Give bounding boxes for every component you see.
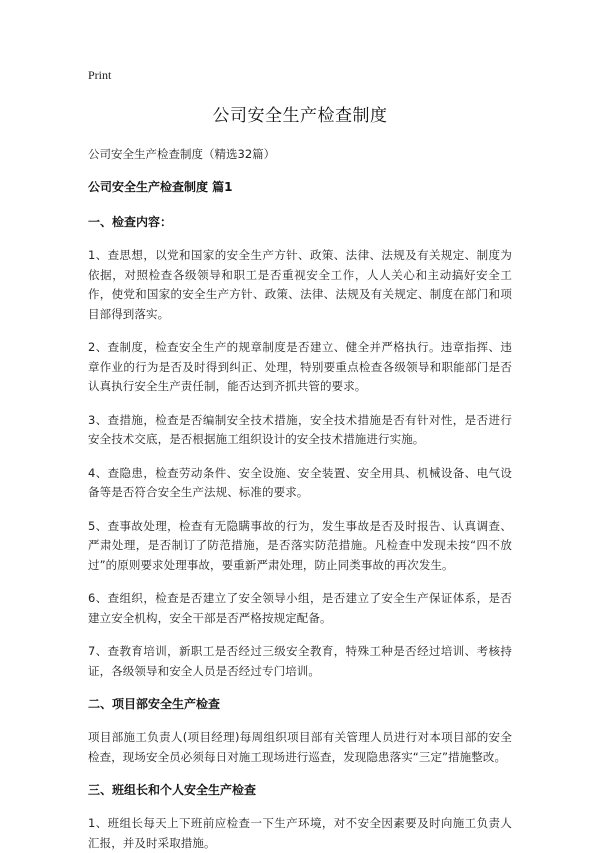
paragraph: 1、班组长每天上下班前应检查一下生产环境，对不安全因素要及时向施工负责人汇报，并及时采取措施。 <box>88 816 512 850</box>
article-heading: 公司安全生产检查制度 篇1 <box>88 180 233 194</box>
paragraph: 4、查隐患，检查劳动条件、安全设施、安全装置、安全用具、机械设备、电气设备等是否符合安全生产法规、标准的要求。 <box>88 465 512 499</box>
paragraph: 3、查措施，检查是否编制安全技术措施，安全技术措施是否有针对性，是否进行安全技术交底，是否根据施工组织设计的安全技术措施进行实施。 <box>88 412 512 446</box>
print-label[interactable]: Print <box>88 68 112 82</box>
paragraph: 2、查制度，检查安全生产的规章制度是否建立、健全并严格执行。违章指挥、违章作业的行为是否及时得到纠正、处理，特别要重点检查各级领导和职能部门是否认真执行安全生产责任制，能否达到齐抓共管的要求。 <box>88 340 512 393</box>
paragraph: 5、查事故处理，检查有无隐瞒事故的行为，发生事故是否及时报告、认真调查、严肃处理，是否制订了防范措施，是否落实防范措施。凡检查中发现未按“四不放过”的原则要求处理事故，要重新严肃处理，防止同类事故的再次发生。 <box>88 518 512 572</box>
document-subtitle: 公司安全生产检查制度（精选32篇） <box>88 147 276 161</box>
section-heading: 三、班组长和个人安全生产检查 <box>88 783 257 797</box>
section-heading: 一、检查内容： <box>88 215 173 229</box>
page-title: 公司安全生产检查制度 <box>212 106 388 126</box>
paragraph: 项目部施工负责人(项目经理)每周组织项目部有关管理人员进行对本项目部的安全检查，现场安全员必须每日对施工现场进行巡查，发现隐患落实“三定”措施整改。 <box>88 730 512 764</box>
section-heading: 二、项目部安全生产检查 <box>88 697 221 711</box>
paragraph: 1、查思想，以党和国家的安全生产方针、政策、法律、法规及有关规定、制度为依据，对照检查各级领导和职工是否重视安全工作，人人关心和主动搞好安全工作，使党和国家的安全生产方针、政策、法律、法规及有关规定、制度在部门和项目部得到落实。 <box>88 248 512 321</box>
paragraph: 7、查教育培训，新职工是否经过三级安全教育，特殊工种是否经过培训、考核持证，各级领导和安全人员是否经过专门培训。 <box>88 644 512 678</box>
paragraph: 6、查组织，检查是否建立了安全领导小组，是否建立了安全生产保证体系，是否建立安全机构，安全干部是否严格按规定配备。 <box>88 591 512 625</box>
